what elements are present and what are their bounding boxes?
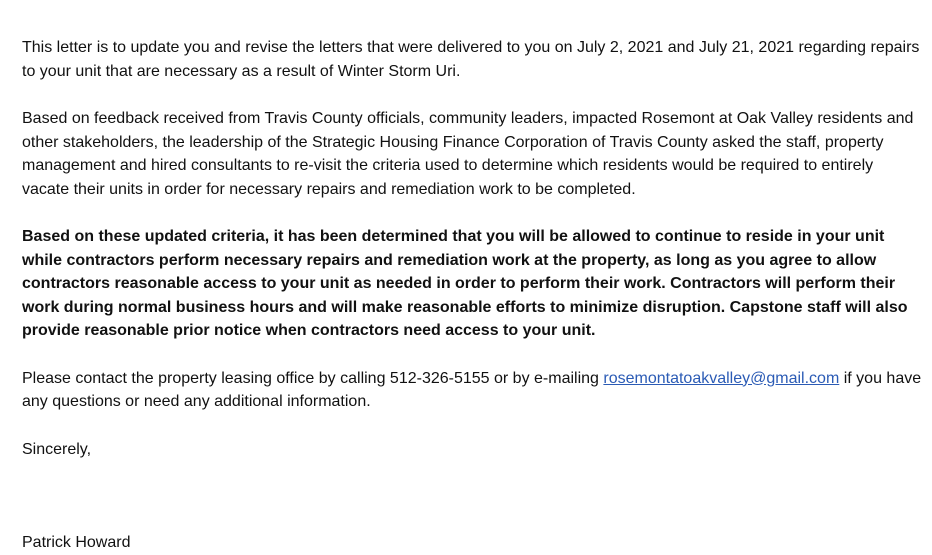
closing-salutation: Sincerely,: [22, 440, 92, 458]
intro-paragraph: This letter is to update you and revise the letters that were delivered to you on July 2, 2021 and July 21, 2021 regarding repairs to your unit that are necessary as a result of Winter Storm Uri.: [22, 39, 920, 80]
letter-body: [22, 36, 922, 555]
signer-name: Patrick Howard: [22, 534, 131, 551]
feedback-paragraph: Based on feedback received from Travis County officials, community leaders, impacted Rosemont at Oak Valley residents and other stakeholders, the leadership of the Strategic Housing Finance Corporation of Travis County asked the staff, property management and hired consultants to re-visit the criteria used to determine which residents would be required to entirely vacate their units in order for necessary repairs and remediation work to be completed.: [22, 110, 914, 198]
contact-paragraph: [22, 367, 922, 414]
contact-text-before: Please contact the property leasing office by calling 512-326-5155 or by e-mailing: [22, 369, 604, 387]
updated-criteria-paragraph: Based on these updated criteria, it has been determined that you will be allowed to continue to reside in your unit while contractors perform necessary repairs and remediation work at the property, as long as you agree to allow contractors reasonable access to your unit as needed in order to perform their work. Contractors will perform their work during normal business hours and will make reasonable efforts to minimize disruption. Capstone staff will also provide reasonable prior notice when contractors need access to your unit.: [22, 228, 908, 339]
contact-text-after: if you have any questions or need any additional information.: [22, 369, 922, 410]
email-link[interactable]: rosemontatoakvalley@gmail.com: [603, 369, 840, 387]
signature-space: [22, 485, 922, 531]
